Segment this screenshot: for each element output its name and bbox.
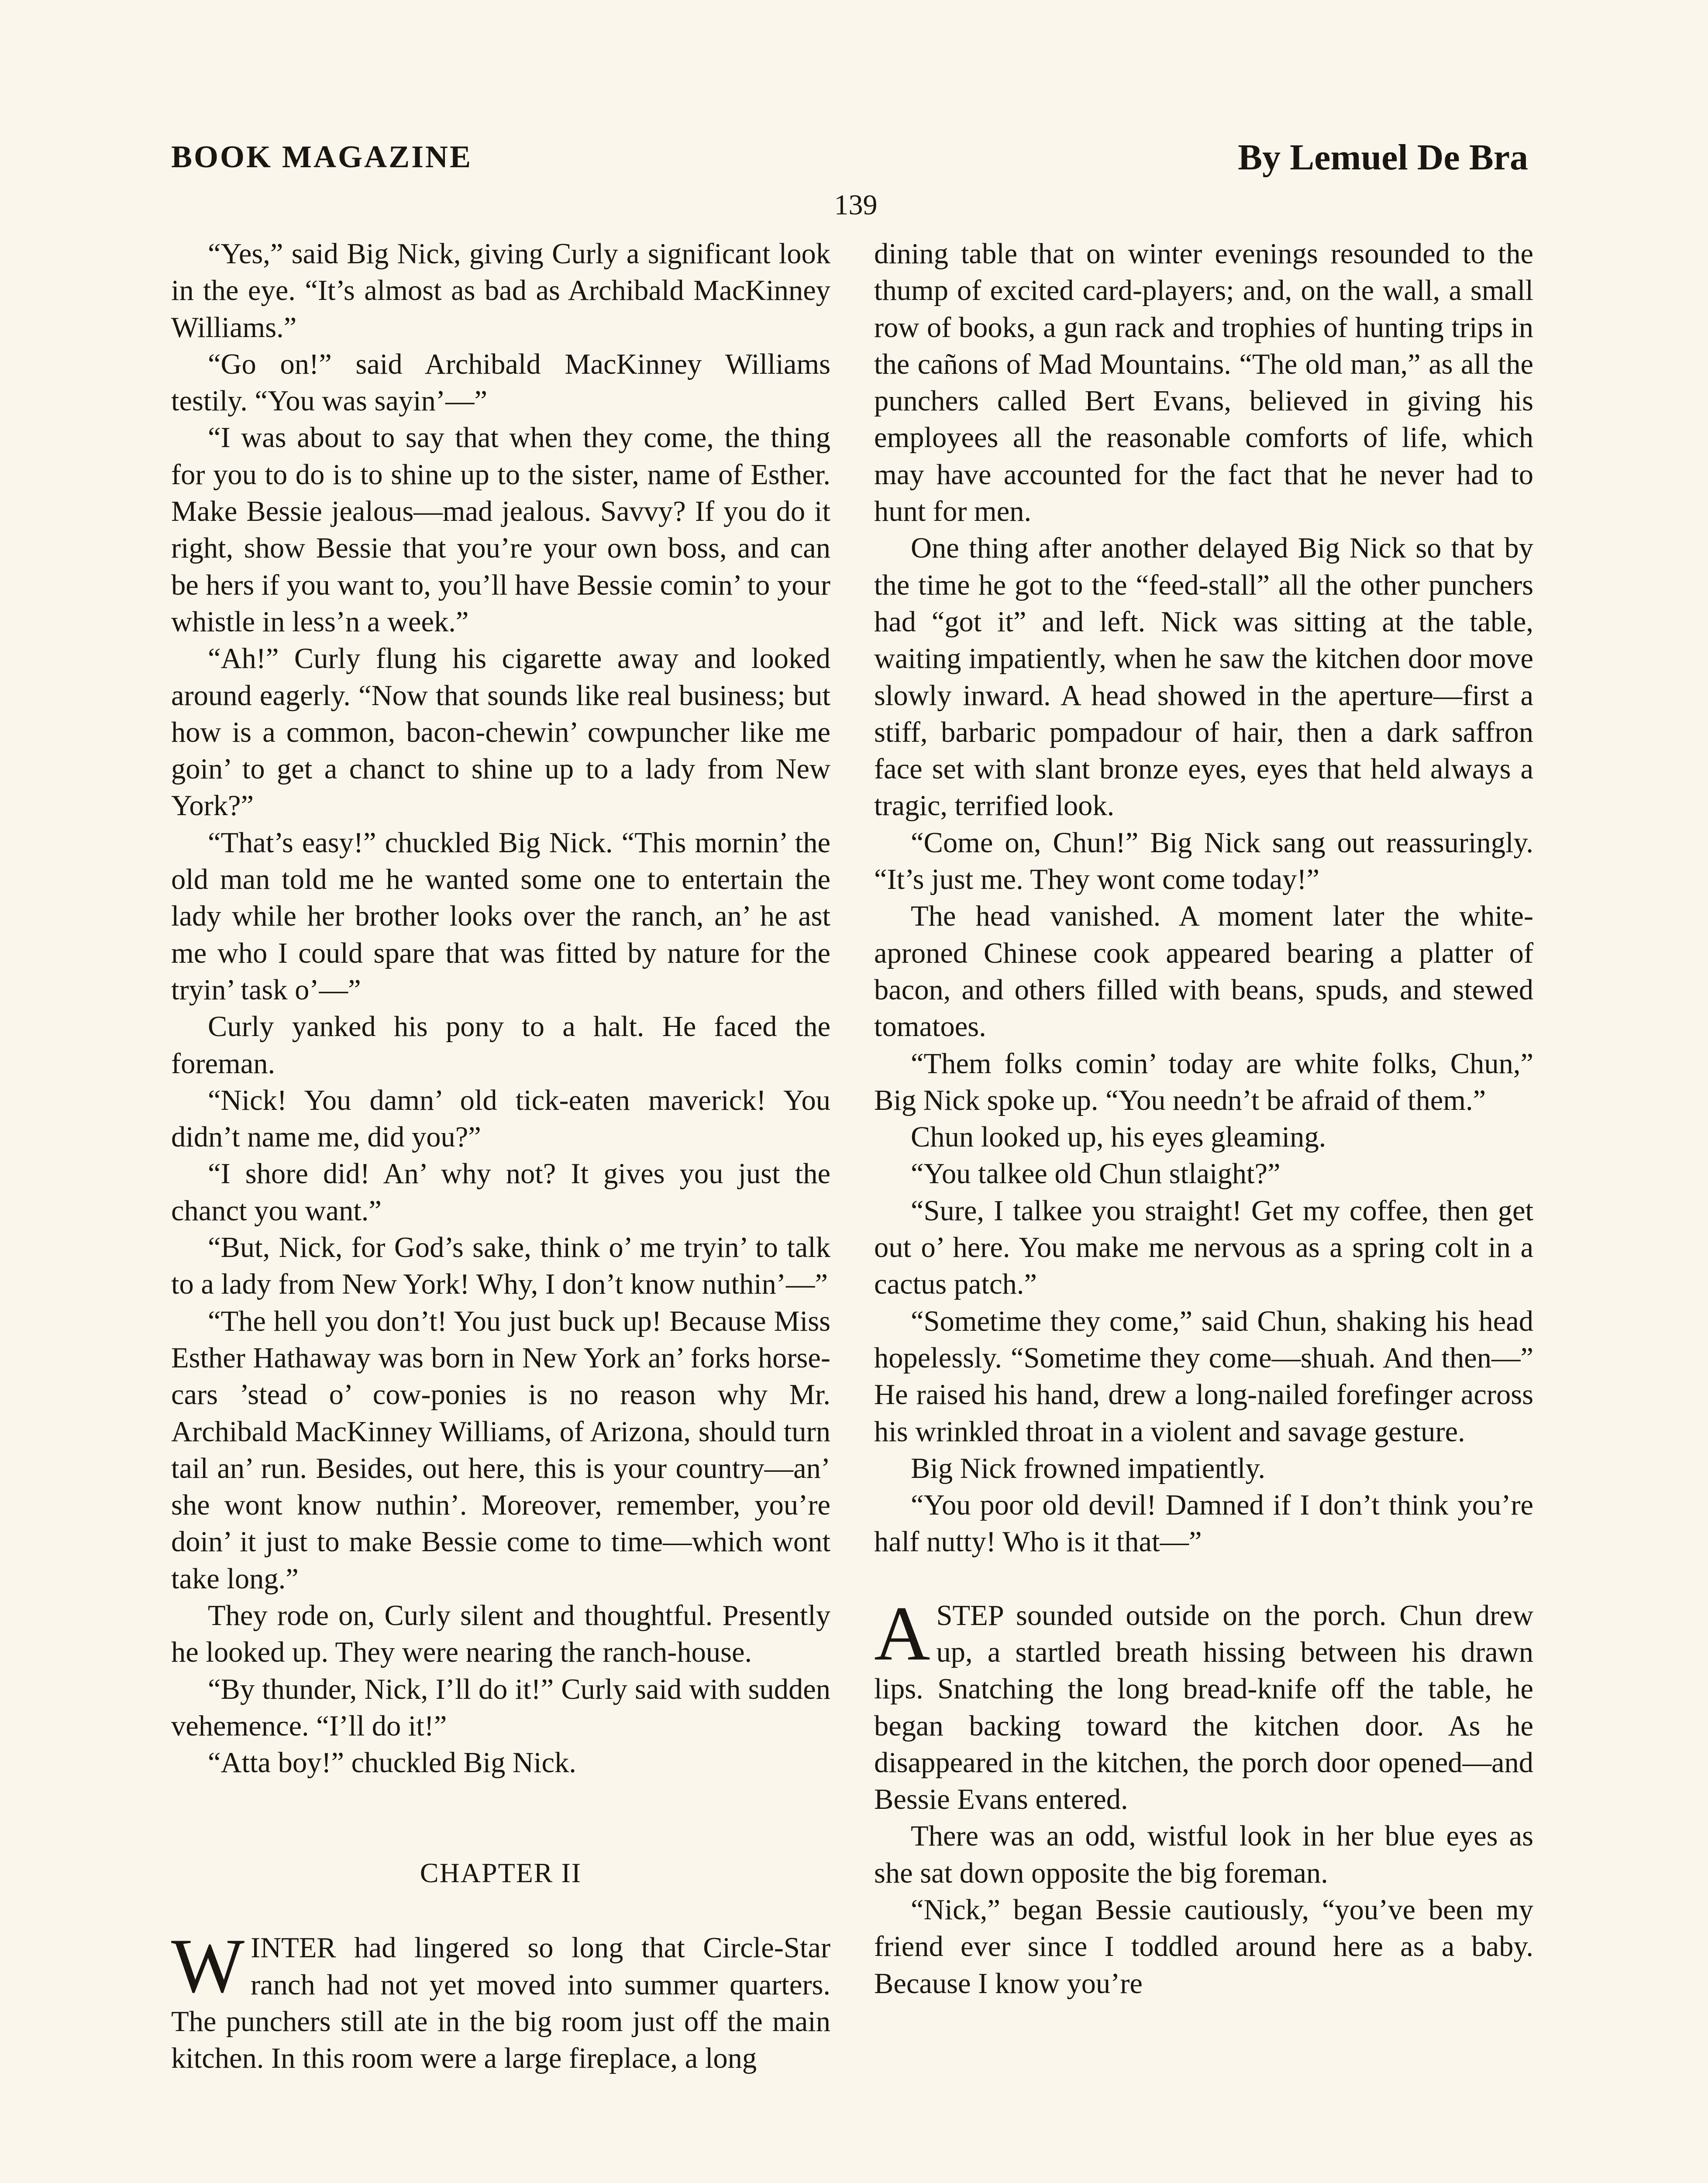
section-break — [874, 1561, 1533, 1598]
author-byline: By Lemuel De Bra — [1238, 137, 1528, 178]
paragraph: “Them folks comin’ today are white folks, Chun,” Big Nick spoke up. “You needn’t be afraid of them.” — [874, 1047, 1533, 1116]
paragraph: Big Nick frowned impatiently. — [911, 1452, 1265, 1484]
drop-cap: A — [874, 1590, 930, 1677]
paragraph: “I was about to say that when they come, the thing for you to do is to shine up to the sister, name of Esther. Make Bessie jealous—mad jealous. Savvy? If you do it right, show Bessie that you’re your own boss, and can be hers if you want to, you’ll have Bessie comin’ to your whistle in less’n a week.” — [171, 422, 830, 638]
page-number: 139 — [834, 189, 878, 221]
left-column — [171, 236, 830, 2077]
paragraph: “Atta boy!” chuckled Big Nick. — [208, 1747, 576, 1779]
paragraph: “Go on!” said Archibald MacKinney Williams testily. “You was sayin’—” — [171, 348, 830, 417]
paragraph: “Nick,” began Bessie cautiously, “you’ve been my friend ever since I toddled around here as a baby. Because I know you’re — [874, 1894, 1533, 2000]
paragraph: “That’s easy!” chuckled Big Nick. “This mornin’ the old man told me he wanted some one to entertain the lady while her brother looks over the ranch, an’ he ast me who I could spare that was fitted by nature for the tryin’ task o’—” — [171, 826, 830, 1006]
paragraph: One thing after another delayed Big Nick so that by the time he got to the “feed-stall” all the other punchers had “got it” and left. Nick was sitting at the table, waiting impatiently, when he saw the kitchen door move slowly inward. A head showed in the aperture—first a stiff, barbaric pompadour of hair, then a dark saffron face set with slant bronze eyes, eyes that held always a tragic, terrified look. — [874, 532, 1533, 822]
paragraph: The head vanished. A moment later the white-aproned Chinese cook appeared bearing a platter of bacon, and others filled with beans, spuds, and stewed tomatoes. — [874, 900, 1533, 1043]
section-opening-text: STEP sounded outside on the porch. Chun drew up, a startled breath hissing between his drawn lips. Snatching the long bread-knife off the table, he began backing toward the kitchen door. As he disappeared in the kitchen, the porch door opened—and Bessie Evans entered. — [874, 1599, 1533, 1816]
paragraph: “I shore did! An’ why not? It gives you just the chanct you want.” — [171, 1158, 830, 1227]
chapter-opening-text: INTER had lingered so long that Circle-Star ranch had not yet moved into summer quarters. The punchers still ate in the big room just off the main kitchen. In this room were a large fireplace, a long — [171, 1932, 830, 2075]
section-opening-paragraph — [874, 1590, 1533, 1818]
paragraph: “Yes,” said Big Nick, giving Curly a significant look in the eye. “It’s almost as bad as Archibald MacKinney Williams.” — [171, 238, 830, 344]
drop-cap: W — [171, 1922, 245, 2009]
paragraph: “Nick! You damn’ old tick-eaten maverick! You didn’t name me, did you?” — [171, 1084, 830, 1153]
right-column — [874, 236, 1533, 2002]
paragraph: “But, Nick, for God’s sake, think o’ me tryin’ to talk to a lady from New York! Why, I don’t know nuthin’—” — [171, 1232, 830, 1301]
paragraph: “Sometime they come,” said Chun, shaking his head hopelessly. “Sometime they come—shuah. And then—” He raised his hand, drew a long-nailed forefinger across his wrinkled throat in a violent and savage gesture. — [874, 1305, 1533, 1448]
paragraph: “Ah!” Curly flung his cigarette away and looked around eagerly. “Now that sounds like real business; but how is a common, bacon-chewin’ cowpuncher like me goin’ to get a chanct to shine up to a lady from New York?” — [171, 643, 830, 822]
paragraph: “You talkee old Chun stlaight?” — [911, 1158, 1281, 1190]
chapter-heading: CHAPTER II — [420, 1857, 582, 1889]
paragraph-continuation: dining table that on winter evenings resounded to the thump of excited card-players; and, on the wall, a small row of books, a gun rack and trophies of hunting trips in the cañons of Mad Mountains. “The old man,” as all the punchers called Bert Evans, believed in giving his employees all the reasonable comforts of life, which may have accounted for the fact that he never had to hunt for men. — [874, 238, 1533, 528]
paragraph: “By thunder, Nick, I’ll do it!” Curly said with sudden vehemence. “I’ll do it!” — [171, 1673, 830, 1742]
magazine-title: BOOK MAGAZINE — [171, 139, 473, 174]
paragraph: “Come on, Chun!” Big Nick sang out reassuringly. “It’s just me. They wont come today!” — [874, 826, 1533, 896]
paragraph: They rode on, Curly silent and thoughtful. Presently he looked up. They were nearing the ranch-house. — [171, 1599, 830, 1669]
paragraph: There was an odd, wistful look in her blue eyes as she sat down opposite the big foreman. — [874, 1820, 1533, 1889]
chapter-opening-paragraph — [171, 1922, 830, 2077]
paragraph: “You poor old devil! Damned if I don’t think you’re half nutty! Who is it that—” — [874, 1489, 1533, 1558]
paragraph: Curly yanked his pony to a halt. He faced the foreman. — [171, 1011, 830, 1080]
paragraph: “Sure, I talkee you straight! Get my coffee, then get out o’ here. You make me nervous as a spring colt in a cactus patch.” — [874, 1195, 1533, 1301]
paragraph: “The hell you don’t! You just buck up! Because Miss Esther Hathaway was born in New York an’ forks horse-cars ’stead o’ cow-ponies is no reason why Mr. Archibald MacKinney Williams, of Arizona, should turn tail an’ run. Besides, out here, this is your country—an’ she wont know nuthin’. Moreover, remember, you’re doin’ it just to make Bessie come to time—which wont take long.” — [171, 1305, 830, 1595]
paragraph: Chun looked up, his eyes gleaming. — [911, 1121, 1326, 1153]
